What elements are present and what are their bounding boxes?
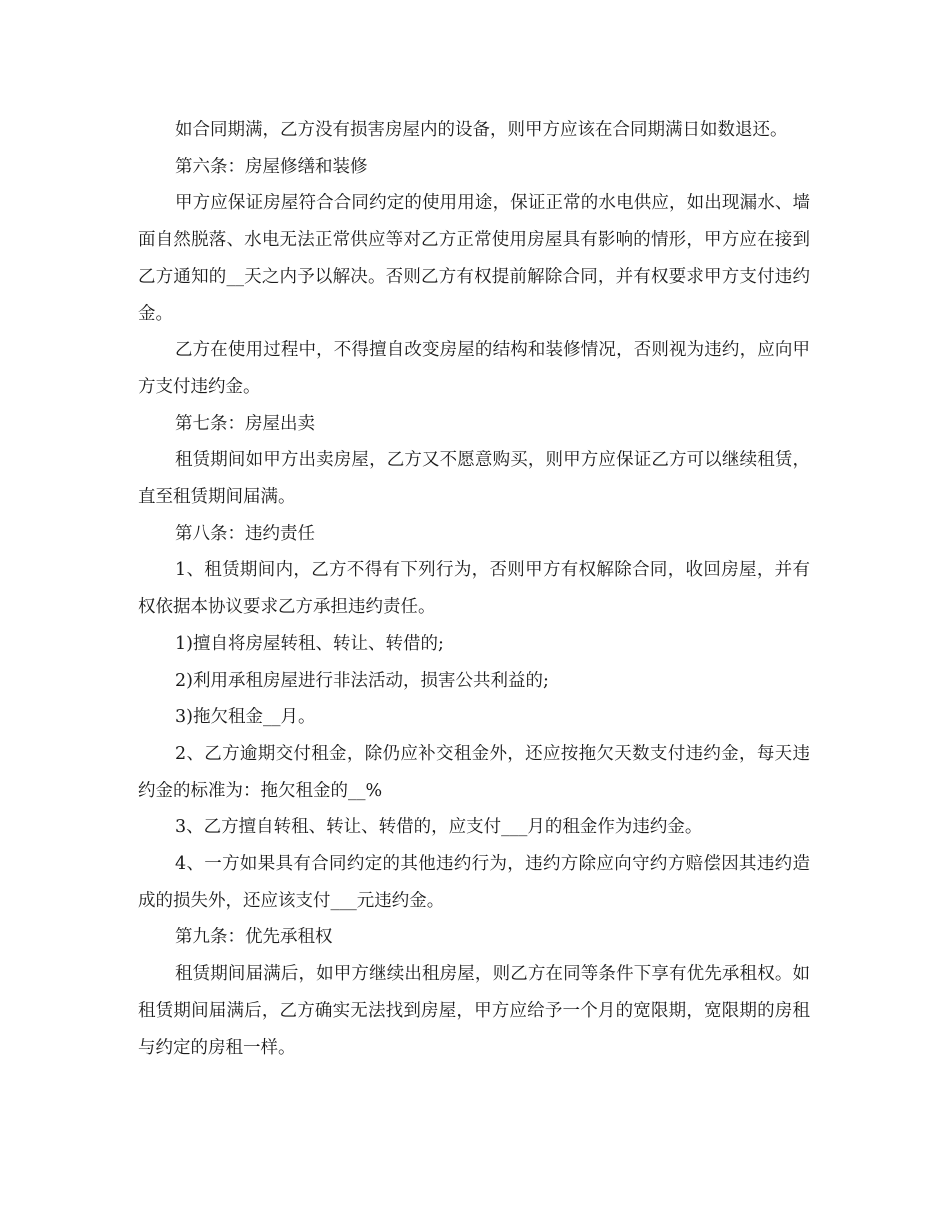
paragraph-deposit-refund: 如合同期满，乙方没有损害房屋内的设备，则甲方应该在合同期满日如数退还。 [175,120,788,140]
document-body [138,112,810,1066]
paragraph-priority-lease: 租赁期间届满后，如甲方继续出租房屋，则乙方在同等条件下享有优先承租权。如租赁期间届满后，乙方确实无法找到房屋，甲方应给予一个月的宽限期，宽限期的房租与约定的房租一样。 [138,964,810,1058]
article-6-heading: 第六条：房屋修缮和装修 [175,156,368,177]
article-7-heading: 第七条：房屋出卖 [175,413,315,434]
list-item-illegal-use: 2)利用承租房屋进行非法活动，损害公共利益的; [175,670,549,691]
paragraph-breach-4: 4、一方如果具有合同约定的其他违约行为，违约方除应向守约方赔偿因其违约造成的损失外，还应该支付___元违约金。 [138,854,810,911]
list-item-rent-arrears: 3)拖欠租金__月。 [175,707,316,728]
article-9-heading: 第九条：优先承租权 [175,927,333,948]
list-item-sublet: 1)擅自将房屋转租、转让、转借的; [175,633,444,654]
paragraph-house-sale: 租赁期间如甲方出卖房屋，乙方又不愿意购买，则甲方应保证乙方可以继续租赁，直至租赁期间届满。 [138,450,810,508]
paragraph-breach-1: 1、租赁期间内，乙方不得有下列行为，否则甲方有权解除合同，收回房屋，并有权依据本协议要求乙方承担违约责任。 [138,560,810,618]
paragraph-breach-2: 2、乙方逾期交付租金，除仍应补交租金外，还应按拖欠天数支付违约金，每天违约金的标准为：拖欠租金的__% [138,743,810,801]
paragraph-no-alteration: 乙方在使用过程中，不得擅自改变房屋的结构和装修情况，否则视为违约，应向甲方支付违约金。 [138,340,810,397]
article-8-heading: 第八条：违约责任 [175,523,315,544]
paragraph-breach-3: 3、乙方擅自转租、转让、转借的，应支付___月的租金作为违约金。 [175,817,703,838]
paragraph-repair-obligation: 甲方应保证房屋符合合同约定的使用用途，保证正常的水电供应，如出现漏水、墙面自然脱落、水电无法正常供应等对乙方正常使用房屋具有影响的情形，甲方应在接到乙方通知的__天之内予以解决。否则乙方有权提前解除合同，并有权要求甲方支付违约金。 [138,193,810,324]
